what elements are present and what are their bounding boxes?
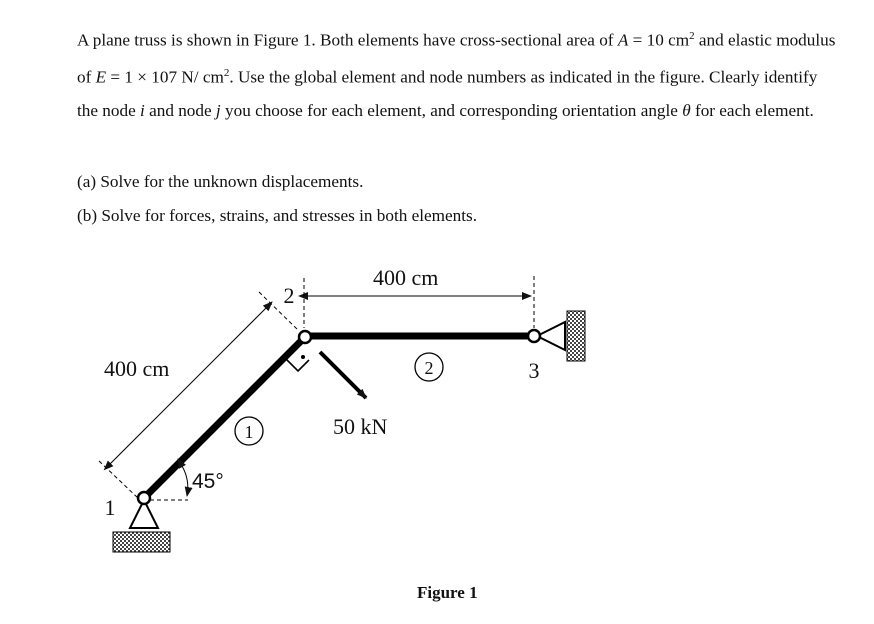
- dimension-element-1: 400 cm: [104, 356, 170, 381]
- element-1-label: 1: [244, 422, 254, 442]
- area-symbol: A: [617, 30, 629, 50]
- element-2-label: 2: [424, 358, 434, 378]
- question-b: (b) Solve for forces, strains, and stresses in both elements.: [77, 206, 477, 225]
- angle-arc: [182, 466, 188, 496]
- angle-label: 45°: [192, 470, 224, 493]
- load-label: 50 kN: [333, 414, 388, 439]
- node-1-circle: [138, 492, 150, 504]
- figure-caption: Figure 1: [417, 583, 478, 602]
- node-i-symbol: i: [140, 101, 145, 121]
- pin-support-node-3: [537, 311, 585, 361]
- question-a: (a) Solve for the unknown displacements.: [77, 172, 364, 191]
- problem-statement: A plane truss is shown in Figure 1. Both elements have cross-sectional area of A = 10 $cm^2$ and elastic modulus of E = 1 × 107 N/ $cm^2$. Use the global element and node numbers as indicated in the figure. Clearly identify the node i and node j you choose for each element, and corresponding orientation angle θ for each element.: [77, 30, 836, 121]
- modulus-symbol: E: [95, 67, 107, 87]
- node-3-label: 3: [528, 358, 540, 383]
- pin-support-node-1: [113, 500, 170, 552]
- node-j-symbol: j: [215, 101, 221, 121]
- node-3-circle: [528, 330, 540, 342]
- load-arrow: [320, 352, 366, 398]
- node-2-circle: [299, 331, 311, 343]
- dimension-element-2: 400 cm: [373, 265, 439, 290]
- node-2-label: 2: [283, 283, 295, 308]
- theta-symbol: θ: [682, 101, 691, 121]
- node-1-label: 1: [104, 495, 116, 520]
